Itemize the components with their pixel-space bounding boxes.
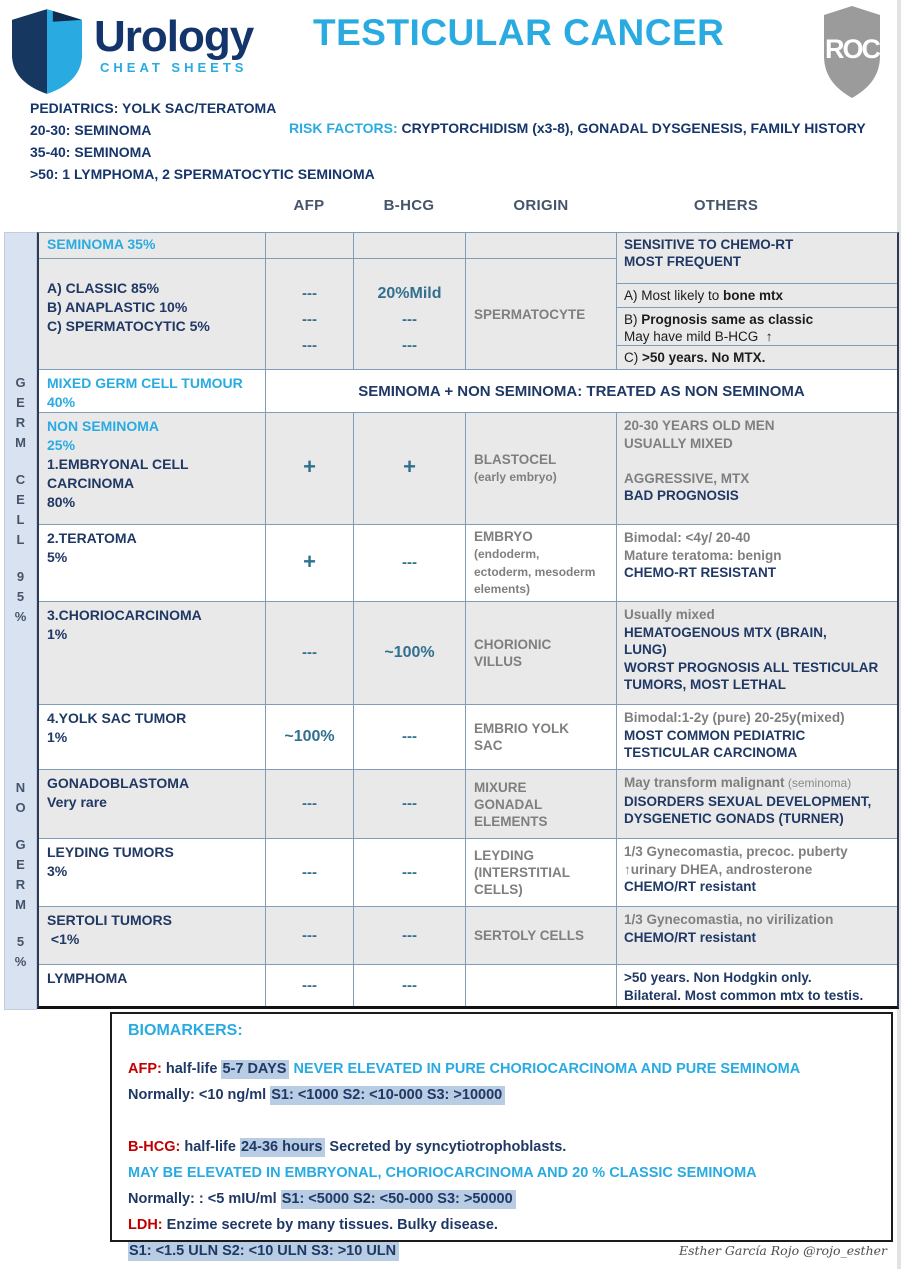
text-line: --- (302, 863, 317, 881)
text-line: BAD PROGNOSIS (624, 488, 739, 503)
brand-subtitle: CHEAT SHEETS (100, 60, 248, 75)
table-row-sertoli (39, 906, 897, 964)
cell-origin (465, 965, 616, 1006)
others-subrow (617, 308, 897, 346)
biomarkers-lines (128, 1056, 875, 1264)
text-line: TESTICULAR CARCINOMA (624, 745, 798, 760)
cell-others (616, 770, 897, 838)
text-line: ~100% (284, 728, 335, 745)
text-line: (endoderm, (474, 546, 540, 561)
band-letter: E (16, 492, 25, 507)
cell-others (616, 233, 897, 369)
table-row-yolk-sac (39, 704, 897, 769)
text-line: --- (402, 976, 417, 994)
cell-label (39, 705, 265, 769)
text-line: elements) (474, 582, 531, 597)
others-subrow (617, 284, 897, 308)
cell-label (39, 525, 265, 601)
cell-label (39, 907, 265, 964)
column-header-bhcg: B-HCG (383, 197, 435, 214)
cell-bhcg (353, 233, 465, 369)
band-letter: E (16, 857, 25, 872)
text-line: MOST FREQUENT (624, 254, 741, 269)
text-line: Normally: : <5 mIU/ml S1: <5000 S2: <50-000 S3: >50000 (128, 1186, 875, 1212)
epidemiology-line: 35-40: SEMINOMA (30, 144, 152, 160)
column-header-origin: ORIGIN (513, 197, 569, 214)
band-letter: M (15, 435, 26, 450)
text-line: A) CLASSIC 85% (47, 280, 160, 296)
text-line: + (403, 454, 416, 479)
text-line: Bimodal: <4y/ 20-40 (624, 530, 751, 545)
cell-origin (465, 705, 616, 769)
column-header-afp: AFP (293, 197, 325, 214)
seminoma-subtypes (39, 259, 265, 340)
text-line: SEMINOMA 35% (47, 236, 156, 252)
text-line: --- (302, 337, 317, 354)
band-letter: E (16, 395, 25, 410)
cell-origin (465, 602, 616, 704)
text-line: WORST PROGNOSIS ALL TESTICULAR (624, 659, 879, 675)
text-line: B) Prognosis same as classic (624, 312, 814, 327)
text-line: VILLUS (474, 654, 523, 669)
cell-afp (265, 705, 353, 769)
seminoma-title (39, 233, 265, 259)
text-line: LDH: Enzime secrete by many tissues. Bulky disease. (128, 1217, 498, 1233)
table-row-non-seminoma (39, 412, 897, 524)
cell-label (39, 233, 265, 369)
text-line: HEMATOGENOUS MTX (BRAIN, (624, 624, 827, 640)
text-line: + (303, 548, 316, 574)
text-line: TUMORS, MOST LETHAL (624, 677, 786, 692)
text-line: --- (402, 926, 417, 944)
column-header-others: OTHERS (693, 197, 759, 214)
text-line: 2.TERATOMA (47, 530, 137, 546)
text-line: B) ANAPLASTIC 10% (47, 299, 188, 315)
epidemiology-line: >50: 1 LYMPHOMA, 2 SPERMATOCYTIC SEMINOMA (30, 166, 375, 182)
svg-text:ROC: ROC (825, 34, 879, 64)
text-line: SERTOLI TUMORS (47, 912, 172, 928)
text-line: 20%Mild (377, 285, 442, 302)
text-line: May have mild B-HCG ↑ (624, 329, 773, 344)
epidemiology (30, 97, 375, 185)
band-letter: R (15, 415, 26, 430)
cell-afp (265, 233, 353, 369)
text-line (128, 1108, 875, 1134)
text-line: SAC (474, 738, 503, 753)
text-line: S1: <1.5 ULN S2: <10 ULN S3: >10 ULN (128, 1238, 875, 1264)
text-line: BLASTOCEL (474, 452, 557, 467)
text-line: --- (402, 795, 417, 812)
text-line: 3.CHORIOCARCINOMA (47, 607, 202, 623)
cell-others (616, 602, 897, 704)
text-line: --- (302, 644, 317, 661)
text-line: Normally: <10 ng/ml S1: <1000 S2: <10-000 S3: >10000 (128, 1082, 875, 1108)
brand-name: Urology (94, 12, 254, 61)
text-line: (early embryo) (474, 470, 557, 484)
text-line: SPERMATOCYTE (474, 306, 586, 322)
others-subrow (617, 346, 897, 369)
text-line: --- (302, 795, 317, 812)
text-line: ectoderm, mesoderm (474, 564, 596, 579)
cell-bhcg (353, 413, 465, 524)
credit-text: Esther García Rojo @rojo_esther (678, 1243, 887, 1258)
text-line: DYSGENETIC GONADS (TURNER) (624, 811, 844, 826)
text-line: CARCINOMA (47, 475, 135, 491)
cell-others (616, 705, 897, 769)
brand-logo (8, 6, 253, 98)
cell-bhcg (353, 907, 465, 964)
band-letter: C (15, 472, 26, 487)
text-line: --- (402, 311, 417, 328)
text-line: ELEMENTS (474, 813, 548, 829)
table-row-choriocarcinoma (39, 601, 897, 704)
cell-afp (265, 965, 353, 1006)
others-subrow (617, 233, 897, 284)
text-line: EMBRYO (474, 529, 533, 544)
cell-label (39, 770, 265, 838)
text-line: 1.EMBRYONAL CELL (47, 456, 189, 472)
cell-afp (265, 770, 353, 838)
text-line: AGGRESSIVE, MTX (624, 470, 750, 486)
cell-label (39, 413, 265, 524)
text-line: --- (402, 863, 417, 881)
band-letter: 5 (16, 589, 25, 604)
text-line: 1% (47, 729, 68, 745)
text-line: Mature teratoma: benign (624, 547, 782, 563)
text-line: LEYDING (474, 848, 535, 863)
cell-others (616, 907, 897, 964)
text-line: 1/3 Gynecomastia, precoc. puberty (624, 844, 848, 859)
table-row-mixed-germ-cell (39, 369, 897, 412)
text-line: CHEMO/RT resistant (624, 879, 757, 894)
cell-others (616, 413, 897, 524)
tumor-table (37, 232, 899, 1009)
cell-origin (465, 770, 616, 838)
cell-others (616, 965, 897, 1006)
text-line: LEYDING TUMORS (47, 844, 174, 860)
text-line: A) Most likely to bone mtx (624, 288, 784, 303)
risk-factors-label: RISK FACTORS: (289, 120, 398, 136)
text-line: --- (402, 337, 417, 354)
text-line: --- (302, 285, 317, 302)
cell-bhcg (353, 839, 465, 906)
text-line: ↑urinary DHEA, androsterone (624, 861, 813, 877)
text-line: B-HCG: half-life 24-36 hours Secreted by syncytiotrophoblasts. (128, 1139, 567, 1155)
epidemiology-line: 20-30: SEMINOMA (30, 122, 152, 138)
text-line: 5% (47, 549, 68, 565)
text-line: May transform malignant (seminoma) (624, 775, 852, 790)
text-line: Usually mixed (624, 607, 715, 622)
roc-shield-icon (820, 4, 884, 102)
text-line: SEMINOMA + NON SEMINOMA: TREATED AS NON SEMINOMA (358, 382, 805, 400)
text-line: CHEMO/RT resistant (624, 929, 757, 945)
text-line: --- (302, 311, 317, 328)
band-letter: N (15, 780, 26, 795)
cell-origin (465, 907, 616, 964)
band-letter: M (15, 897, 26, 912)
text-line: --- (402, 554, 417, 571)
text-line: LUNG) (624, 642, 667, 657)
text-line: C) >50 years. No MTX. (624, 350, 766, 365)
text-line: (INTERSTITIAL (474, 865, 570, 880)
table-row-teratoma (39, 524, 897, 601)
cell-afp (265, 602, 353, 704)
cell-afp (265, 525, 353, 601)
band-letter: 5 (16, 934, 25, 949)
text-line: 1% (47, 626, 68, 642)
text-line: 3% (47, 863, 68, 879)
merged-note-cell (265, 370, 897, 412)
epidemiology-line: PEDIATRICS: YOLK SAC/TERATOMA (30, 100, 277, 116)
text-line: --- (302, 926, 317, 944)
text-line: MIXURE (474, 779, 527, 795)
no-germ-band (5, 769, 36, 1009)
band-letter: L (16, 532, 25, 547)
risk-factors-text: CRYPTORCHIDISM (x3-8), GONADAL DYSGENESIS, FAMILY HISTORY (401, 120, 866, 136)
band-letter: R (15, 877, 26, 892)
text-line: Bilateral. Most common mtx to testis. (624, 987, 864, 1003)
text-line: Bimodal:1-2y (pure) 20-25y(mixed) (624, 710, 845, 725)
text-line: USUALLY MIXED (624, 435, 733, 451)
text-line: DISORDERS SEXUAL DEVELOPMENT, (624, 793, 872, 809)
band-letter: 9 (16, 569, 25, 584)
biomarkers-title: BIOMARKERS: (128, 1022, 243, 1039)
cell-origin (465, 839, 616, 906)
band-letter: % (14, 609, 27, 624)
roc-logo (820, 4, 884, 107)
text-line: CHEMO-RT RESISTANT (624, 565, 776, 580)
text-line: ~100% (384, 644, 435, 661)
text-line: 1/3 Gynecomastia, no virilization (624, 912, 834, 927)
text-line: MOST COMMON PEDIATRIC (624, 727, 806, 743)
cell-origin (465, 525, 616, 601)
text-line: --- (302, 976, 317, 994)
text-line: 25% (47, 437, 76, 453)
band-letter: G (15, 375, 26, 390)
text-line: MAY BE ELEVATED IN EMBRYONAL, CHORIOCARCINOMA AND 20 % CLASSIC SEMINOMA (128, 1165, 757, 1181)
cell-others (616, 839, 897, 906)
band-letter: L (16, 512, 25, 527)
text-line: 20-30 YEARS OLD MEN (624, 418, 775, 433)
cell-bhcg (353, 965, 465, 1006)
cell-label (39, 839, 265, 906)
text-line: AFP: half-life 5-7 DAYS NEVER ELEVATED IN PURE CHORIOCARCINOMA AND PURE SEMINOMA (128, 1061, 801, 1077)
text-line: MIXED GERM CELL TUMOUR (47, 375, 243, 391)
text-line: LYMPHOMA (47, 970, 128, 986)
text-line: CHORIONIC (474, 637, 552, 652)
text-line (624, 452, 890, 470)
text-line: SENSITIVE TO CHEMO-RT (624, 237, 794, 252)
text-line: <1% (47, 931, 80, 947)
text-line: Very rare (47, 794, 107, 810)
cell-others (616, 525, 897, 601)
table-row-lymphoma (39, 964, 897, 1006)
table-row-leyding (39, 838, 897, 906)
text-line: 80% (47, 494, 76, 510)
page-title: TESTICULAR CANCER (313, 12, 725, 53)
text-line: >50 years. Non Hodgkin only. (624, 970, 812, 985)
cell-origin (465, 413, 616, 524)
text-line: C) SPERMATOCYTIC 5% (47, 318, 210, 334)
urology-shield-icon (8, 6, 86, 98)
cell-afp (265, 907, 353, 964)
cell-bhcg (353, 705, 465, 769)
band-letter: % (14, 954, 27, 969)
text-line: GONADOBLASTOMA (47, 775, 190, 791)
table-row-seminoma (39, 233, 897, 369)
text-line: 40% (47, 394, 76, 410)
text-line: 4.YOLK SAC TUMOR (47, 710, 187, 726)
text-line: EMBRIO YOLK (474, 721, 570, 736)
cell-label (39, 602, 265, 704)
text-line: + (303, 454, 316, 479)
band-letter: O (15, 800, 26, 815)
germ-cell-band (5, 233, 36, 769)
text-line: NON SEMINOMA (47, 418, 159, 434)
risk-factors (289, 120, 866, 136)
cell-afp (265, 839, 353, 906)
text-line: SERTOLY CELLS (474, 928, 585, 943)
band-letter: G (15, 837, 26, 852)
text-line: GONADAL (474, 796, 543, 812)
cell-origin (465, 233, 616, 369)
cell-bhcg (353, 602, 465, 704)
text-line: --- (402, 728, 417, 745)
cell-bhcg (353, 525, 465, 601)
side-band (4, 232, 37, 1010)
cell-afp (265, 413, 353, 524)
cell-label (39, 370, 265, 412)
table-row-gonadoblastoma (39, 769, 897, 838)
text-line: CELLS) (474, 882, 523, 897)
cell-bhcg (353, 770, 465, 838)
cell-label (39, 965, 265, 1006)
